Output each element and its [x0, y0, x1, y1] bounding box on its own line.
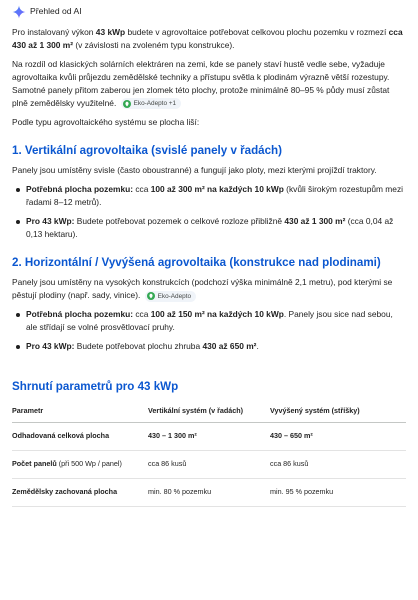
- text-bold: Potřebná plocha pozemku:: [26, 309, 134, 320]
- section-elevated-list: [12, 308, 406, 353]
- section-vertical-list: [12, 183, 406, 241]
- table-row: [12, 423, 406, 451]
- summary-table: [12, 402, 406, 506]
- list-item: [12, 308, 406, 334]
- source-chip[interactable]: [121, 98, 181, 109]
- text-bold: Pro 43 kWp:: [26, 341, 75, 352]
- text-bold: 100 až 150 m² na každých 10 kWp: [150, 309, 284, 320]
- row-header: [12, 451, 148, 479]
- table-row: [12, 478, 406, 506]
- section-elevated-text: [12, 276, 406, 302]
- text: budete v agrovoltaice potřebovat celkovou plochu pozemku v rozmezí: [125, 27, 389, 37]
- text: Na rozdíl od klasických solárních elektráren na zemi, kde se panely staví hustě vedle sebe, vyžaduje agrovoltaika kvůli průjezdu zemědělské techniky a přístupu světla k plodinám výrazně větší rozestupy. Samotné panely přitom zaberou jen zlomek této plochy, protože minimálně 80–95 % půdy musí zůstat plně zemědělsky využitelné.: [12, 59, 390, 109]
- list-item: [12, 215, 406, 241]
- section-heading-elevated: 2. Horizontální / Vyvýšená agrovoltaika (konstrukce nad plodinami): [12, 256, 381, 270]
- text-bold: 100 až 300 m² na každých 10 kWp: [150, 184, 284, 195]
- explanation-paragraph: [12, 58, 406, 110]
- text: Budete potřebovat pozemek o celkové rozloze přibližně: [74, 216, 285, 227]
- table-cell: 430 – 650 m²: [270, 423, 406, 451]
- ai-overview-header: [12, 2, 406, 22]
- text: cca: [133, 184, 151, 195]
- column-header: Parametr: [12, 402, 148, 422]
- sparkle-icon: [12, 5, 26, 19]
- list-item: [12, 340, 406, 353]
- text: (kvůli širokým rozestupům mezi řadami 8–12 metrů).: [26, 184, 403, 208]
- section-heading-vertical: 1. Vertikální agrovoltaika (svislé panely v řadách): [12, 144, 283, 158]
- column-header: Vertikální systém (v řadách): [148, 402, 270, 422]
- table-cell: cca 86 kusů: [270, 451, 406, 479]
- row-header: [12, 423, 148, 451]
- summary-heading: Shrnutí parametrů pro 43 kWp: [12, 380, 179, 394]
- ai-overview-title: Přehled od AI: [30, 6, 82, 17]
- table-cell: cca 86 kusů: [148, 451, 270, 479]
- table-header-row: [12, 402, 406, 422]
- table-cell: min. 95 % pozemku: [270, 478, 406, 506]
- list-item: [12, 183, 406, 209]
- ai-overview-panel: [0, 2, 418, 600]
- types-intro: Podle typu agrovoltaického systému se plocha liší:: [12, 117, 200, 128]
- row-header: [12, 478, 148, 506]
- column-header: Vyvýšený systém (stříšky): [270, 402, 406, 422]
- text-bold: cca 430 až 1 300 m²: [12, 27, 403, 51]
- text: Pro instalovaný výkon: [12, 27, 96, 37]
- text-bold: Pro 43 kWp:: [26, 216, 75, 227]
- source-chip-label: Eko-Adepto: [157, 292, 192, 300]
- table-cell: 430 – 1 300 m²: [148, 423, 270, 451]
- source-chip[interactable]: [145, 291, 196, 302]
- text: (v závislosti na zvoleném typu konstrukce).: [73, 40, 235, 51]
- text: (při 500 Wp / panel): [56, 459, 122, 469]
- text: (cca 0,04 až 0,13 hektaru).: [26, 216, 394, 240]
- source-chip-label: Eko-Adepto +1: [133, 100, 177, 108]
- source-favicon-icon: [147, 292, 155, 300]
- text: Budete potřebovat plochu zhruba: [74, 341, 203, 352]
- text: Odhadovaná celková plocha: [12, 431, 110, 441]
- table-row: [12, 451, 406, 479]
- text: Počet panelů: [12, 459, 57, 469]
- section-vertical-text: Panely jsou umístěny svisle (často oboustranné) a fungují jako ploty, mezi kterými projíždí traktory.: [12, 165, 377, 176]
- table-cell: min. 80 % pozemku: [148, 478, 270, 506]
- text: . Panely jsou sice nad sebou, ale střídají se volné prosvětlovací pruhy.: [26, 309, 393, 333]
- text: Panely jsou umístěny na vysokých konstrukcích (podchozí výška minimálně 2,1 metru), pod kterými se pěstují plodiny (např. sady, vinice).: [12, 277, 393, 301]
- intro-paragraph: [12, 26, 406, 52]
- text: Zemědělsky zachovaná plocha: [12, 486, 118, 496]
- text-bold: Potřebná plocha pozemku:: [26, 184, 134, 195]
- text: cca: [133, 309, 151, 320]
- source-favicon-icon: [123, 100, 131, 108]
- text-bold: 430 až 1 300 m²: [284, 216, 346, 227]
- text-bold: 43 kWp: [95, 27, 126, 37]
- text: .: [256, 341, 259, 352]
- text-bold: 430 až 650 m²: [202, 341, 257, 352]
